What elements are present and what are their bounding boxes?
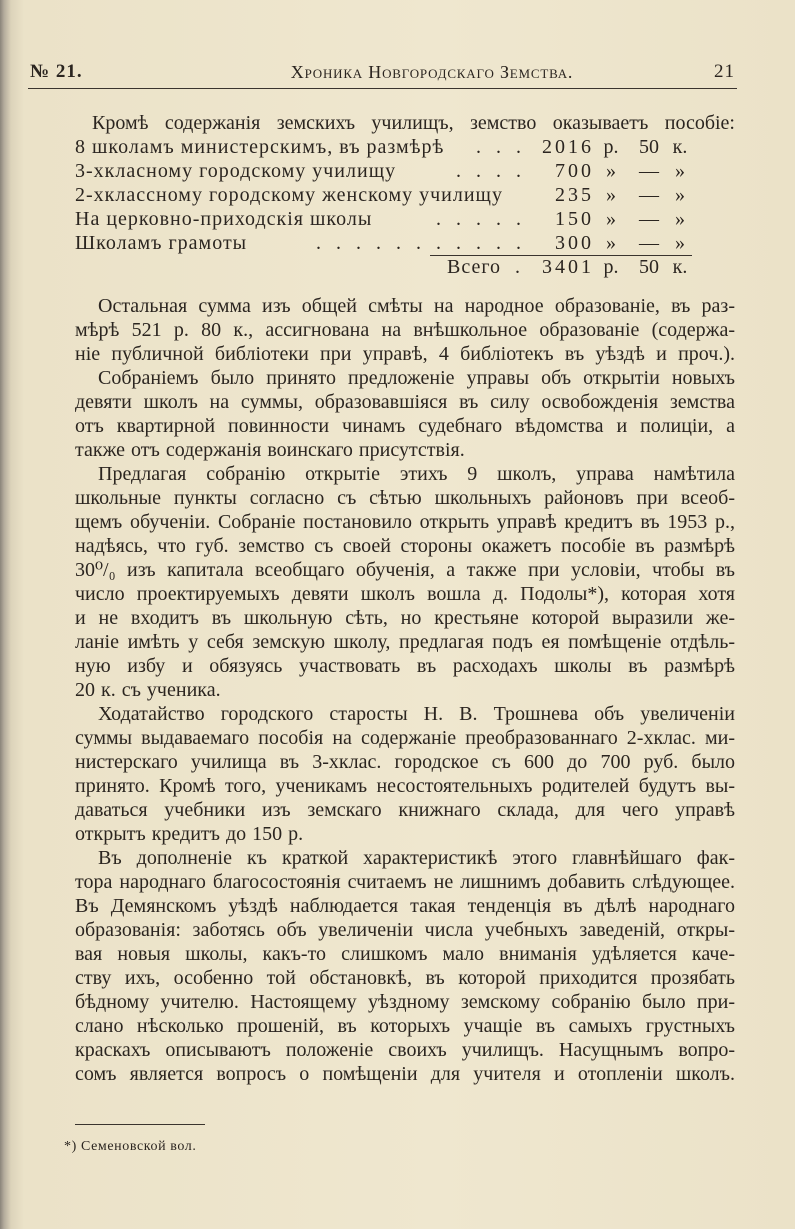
text-line: бѣдному учителю. Настоящему уѣздному земскому собранію было при- bbox=[75, 991, 735, 1013]
subsidy-amount: 235 bbox=[555, 184, 594, 206]
subsidy-amount: 300 bbox=[555, 232, 594, 254]
total-amount: 3401 bbox=[542, 256, 594, 278]
text-line: принято. Кромѣ того, ученикамъ несостоятельныхъ родителей будутъ вы- bbox=[75, 775, 735, 797]
footnote: *) Семеновской вол. bbox=[64, 1139, 197, 1154]
rub-unit: » bbox=[606, 232, 616, 254]
paragraph bbox=[75, 846, 735, 1086]
text-line: даваться учебники изъ земскаго книжнаго склада, для чего управѣ bbox=[75, 799, 735, 821]
kop-unit: » bbox=[675, 184, 685, 206]
subsidy-row bbox=[75, 183, 735, 207]
text-line: открытъ кредитъ до 150 р. bbox=[75, 823, 304, 845]
paragraph bbox=[75, 366, 735, 462]
text-line: 30⁰/₀ изъ капитала всеобщаго обученія, а также при условіи, чтобы въ bbox=[75, 559, 735, 581]
text-line: число проектируемыхъ девяти школъ вошла д. Подолы*), которая хотя bbox=[75, 583, 735, 605]
text-line: сомъ является вопросъ о помѣщеніи для учителя и отопленіи школъ. bbox=[75, 1063, 735, 1085]
kop-unit: » bbox=[675, 160, 685, 182]
text-line: слано нѣсколько прошеній, въ которыхъ учащіе въ самыхъ грустныхъ bbox=[75, 1015, 735, 1037]
text-line: ніе публичной библіотеки при управѣ, 4 библіотекъ въ уѣздѣ и проч.). bbox=[75, 343, 735, 365]
text-line: мѣрѣ 521 р. 80 к., ассигнована на внѣшкольное образованіе (содержа- bbox=[75, 319, 735, 341]
text-line: девяти школъ на суммы, образовавшіяся въ силу освобожденія земства bbox=[75, 391, 735, 413]
dot-leader: . . . . bbox=[456, 160, 526, 182]
text-line: ную избу и обязуясь участвовать въ расходахъ школы въ размѣрѣ bbox=[75, 655, 735, 677]
subsidy-table bbox=[75, 135, 735, 279]
subsidy-amount: 150 bbox=[555, 208, 594, 230]
footnote-rule bbox=[75, 1124, 205, 1125]
total-rule bbox=[430, 255, 692, 256]
text-line: Остальная сумма изъ общей смѣты на народное образованіе, въ раз- bbox=[98, 295, 735, 317]
subsidy-label: 8 школамъ министерскимъ, въ размѣрѣ bbox=[75, 136, 445, 158]
running-title: Хроника Новгородскаго Земства. bbox=[290, 62, 574, 82]
rub-unit: » bbox=[606, 184, 616, 206]
text-line: и не входитъ въ школьную сѣть, но крестьяне которой выразили же- bbox=[75, 607, 735, 629]
subsidy-amount: 700 bbox=[555, 160, 594, 182]
subsidy-label: Школамъ грамоты bbox=[75, 232, 248, 254]
kop-amount: — bbox=[639, 184, 659, 206]
dot-leader: . . . . . . . . . . . bbox=[316, 232, 526, 254]
paragraph bbox=[75, 702, 735, 846]
kop-unit: » bbox=[675, 208, 685, 230]
subsidy-label: На церковно-приходскія школы bbox=[75, 208, 373, 230]
text-line: Предлагая собранію открытіе этихъ 9 школъ, управа намѣтила bbox=[98, 463, 735, 485]
text-line: также отъ содержанія воинскаго присутствія. bbox=[75, 439, 465, 461]
text-line: отъ квартирной повинности чинамъ судебнаго вѣдомства и полиціи, а bbox=[75, 415, 735, 437]
page-number: 21 bbox=[714, 61, 735, 82]
kop-unit: к. bbox=[672, 256, 688, 278]
text-line: образованія: заботясь объ увеличеніи числа учебныхъ заведеній, откры- bbox=[75, 919, 735, 941]
dot-leader: . . . bbox=[476, 136, 526, 158]
text-line: ству ихъ, особенно той обстановкѣ, въ которой приходится прозябать bbox=[75, 967, 735, 989]
subsidy-label-cell bbox=[75, 135, 532, 159]
rub-unit: » bbox=[606, 208, 616, 230]
text-line: Въ Демянскомъ уѣздѣ наблюдается такая тенденція въ дѣлѣ народнаго bbox=[75, 895, 735, 917]
header-rule bbox=[28, 88, 737, 89]
total-label: Всего bbox=[447, 256, 502, 278]
text-line: щемъ обученіи. Собраніе постановило открыть управѣ кредитъ въ 1953 р., bbox=[75, 511, 735, 533]
text-line: 20 к. съ ученика. bbox=[75, 679, 221, 701]
text-line: тора народнаго благосостоянія считаемъ не лишнимъ добавить слѣдующее. bbox=[75, 871, 735, 893]
kop-amount: — bbox=[639, 208, 659, 230]
body-text bbox=[75, 111, 735, 1086]
total-row bbox=[75, 255, 735, 279]
text-line: ланіе имѣть у себя земскую школу, предлагая подъ ея помѣщеніе отдѣль- bbox=[75, 631, 735, 653]
subsidy-row bbox=[75, 207, 735, 231]
total-label-cell bbox=[75, 255, 532, 279]
subsidy-label: 3-хкласному городскому училищу bbox=[75, 160, 397, 182]
subsidy-amount: 2016 bbox=[542, 136, 594, 158]
kop-amount: 50 bbox=[639, 136, 659, 158]
kop-unit: к. bbox=[672, 136, 688, 158]
paragraph bbox=[75, 462, 735, 702]
rub-unit: р. bbox=[603, 256, 619, 278]
subsidy-label-cell bbox=[75, 159, 532, 183]
subsidy-row bbox=[75, 135, 735, 159]
total-leader: . bbox=[515, 256, 522, 278]
text-line: Ходатайство городского старосты Н. В. Трошнева объ увеличеніи bbox=[98, 703, 735, 725]
dot-leader: . . . . . bbox=[436, 208, 526, 230]
issue-number: № 21. bbox=[30, 61, 83, 82]
text-line: Въ дополненіе къ краткой характеристикѣ этого главнѣйшаго фак- bbox=[98, 847, 735, 869]
subsidy-row bbox=[75, 159, 735, 183]
text-line: краскахъ описываютъ положеніе своихъ училищъ. Насущнымъ вопро- bbox=[75, 1039, 735, 1061]
rub-unit: р. bbox=[603, 136, 619, 158]
text-line: суммы выдаваемаго пособія на содержаніе преобразованнаго 2-хклас. ми- bbox=[75, 727, 735, 749]
subsidy-row bbox=[75, 231, 735, 255]
kop-amount: — bbox=[639, 160, 659, 182]
kop-unit: » bbox=[675, 232, 685, 254]
text-line: Собраніемъ было принято предложеніе управы объ открытіи новыхъ bbox=[98, 367, 735, 389]
text-line: вая новыя школы, какъ-то слишкомъ мало вниманія удѣляется каче- bbox=[75, 943, 735, 965]
subsidy-label-cell bbox=[75, 183, 532, 207]
subsidy-label-cell bbox=[75, 207, 532, 231]
rub-unit: » bbox=[606, 160, 616, 182]
subsidy-label-cell bbox=[75, 231, 532, 255]
intro-line: Кромѣ содержанія земскихъ училищъ, земство оказываетъ пособіе: bbox=[92, 112, 735, 134]
kop-amount: 50 bbox=[639, 256, 659, 278]
text-line: нистерскаго училища въ 3-хклас. городское съ 600 до 700 руб. было bbox=[75, 751, 735, 773]
text-line: школьные пункты согласно съ сѣтью школьныхъ районовъ при всеоб- bbox=[75, 487, 735, 509]
paragraph bbox=[75, 294, 735, 366]
subsidy-label: 2-хклассному городскому женскому училищу bbox=[75, 184, 503, 206]
text-line: надѣясь, что губ. земство съ своей стороны окажетъ пособіе въ размѣрѣ bbox=[75, 535, 735, 557]
kop-amount: — bbox=[639, 232, 659, 254]
